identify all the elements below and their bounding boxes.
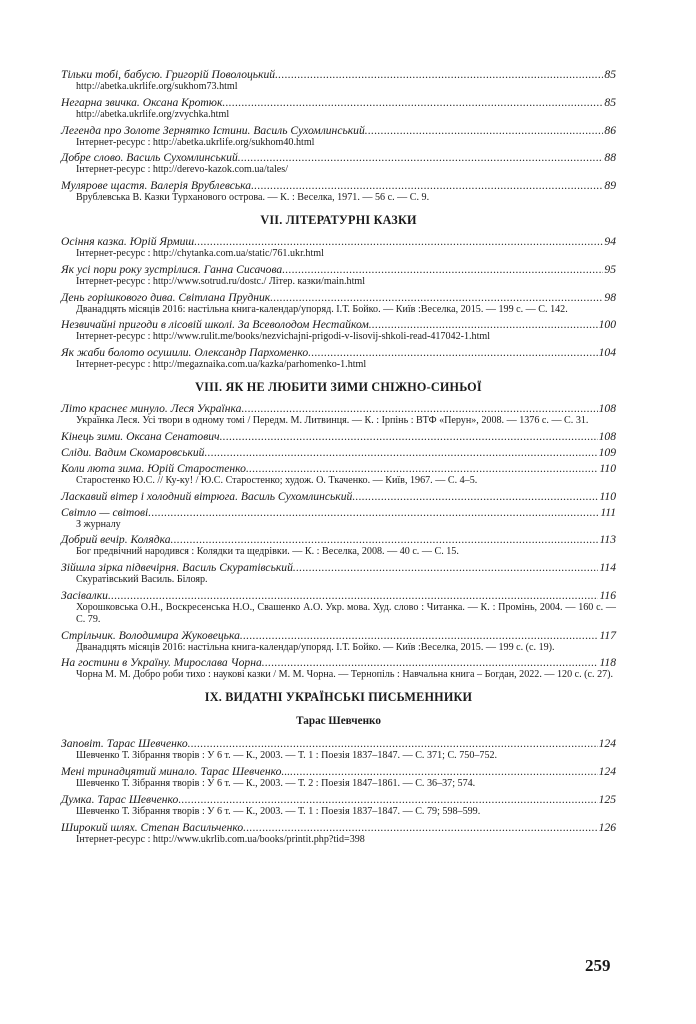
toc-entry xyxy=(61,68,616,93)
toc-line xyxy=(61,737,616,750)
toc-line xyxy=(61,462,616,475)
entry-title: Заповіт. Тарас Шевченко xyxy=(61,737,188,751)
entry-title: Мулярове щастя. Валерія Врублевська xyxy=(61,179,252,193)
dot-leader xyxy=(293,561,599,574)
toc-line xyxy=(61,793,616,806)
toc-line xyxy=(61,151,616,164)
entry-title: Зійшла зірка підвечірня. Василь Скуратівський xyxy=(61,561,293,575)
toc-entry xyxy=(61,765,616,790)
toc-line xyxy=(61,346,616,359)
toc-entry xyxy=(61,446,616,459)
entry-title: Сліди. Вадим Скомаровський xyxy=(61,445,205,459)
toc-line xyxy=(61,430,616,443)
entry-title: Засівалки xyxy=(61,588,108,602)
dot-leader xyxy=(240,629,599,642)
entry-source: Інтернет-ресурс : http://chytanka.com.ua/static/761.ukr.html xyxy=(76,247,324,259)
page-number: 259 xyxy=(585,956,611,975)
entry-page-number: 109 xyxy=(598,445,616,459)
entry-title: День горішкового дива. Світлана Прудник xyxy=(61,290,271,304)
section-heading: VІІІ. ЯК НЕ ЛЮБИТИ ЗИМИ СНІЖНО-СИНЬОЇ xyxy=(195,379,482,394)
entry-page-number: 118 xyxy=(599,656,616,670)
entry-page-number: 89 xyxy=(604,179,616,193)
entry-source: Шевченко Т. Зібрання творів : У 6 т. — К., 2003. — Т. 1 : Поезія 1837–1847. — С. 79; 598–599. xyxy=(76,805,481,817)
entry-page-number: 125 xyxy=(598,792,616,806)
toc-entry xyxy=(61,737,616,762)
entry-title: Стрільчик. Володимира Жуковецька xyxy=(61,628,240,642)
table-of-contents xyxy=(61,68,616,848)
dot-leader xyxy=(108,589,599,602)
entry-source: Старостенко Ю.С. // Ку-ку! / Ю.С. Старостенко; худож. О. Ткаченко. — Київ, 1967. — С. 4–5. xyxy=(76,474,478,486)
entry-source: Інтернет-ресурс : http://www.ukrlib.com.ua/books/printit.php?tid=398 xyxy=(76,833,365,845)
toc-entry xyxy=(61,821,616,846)
toc-line xyxy=(61,446,616,459)
entry-source: Інтернет-ресурс : http://www.sotrud.ru/dostc./ Літер. казки/main.html xyxy=(76,275,366,287)
entry-page-number: 85 xyxy=(604,68,616,81)
entry-source: Інтернет-ресурс : http://www.rulit.me/books/nezvichajni-prigodi-v-lisovij-shkoli-read-417042-1.html xyxy=(76,331,491,343)
entry-page-number: 98 xyxy=(604,290,616,304)
entry-title: Думка. Тарас Шевченко xyxy=(61,792,179,806)
entry-source: Хорошковська О.Н., Воскресенська Н.О., Свашенко А.О. Укр. мова. Худ. слово : Читанка. — К. : Промінь, 2004. — 160 с. — С. 79. xyxy=(76,601,616,625)
toc-entry xyxy=(61,629,616,654)
entry-page-number: 108 xyxy=(598,401,616,415)
author-subheading: Тарас Шевченко xyxy=(296,715,381,728)
dot-leader xyxy=(290,765,597,778)
entry-source: http://abetka.ukrlife.org/sukhom73.html xyxy=(76,81,238,92)
toc-entry xyxy=(61,561,616,586)
entry-title: Літо краснеє минуло. Леся Українка xyxy=(61,401,242,415)
toc-entry xyxy=(61,533,616,558)
entry-title: Легенда про Золоте Зернятко Істини. Василь Сухомлинський xyxy=(61,123,365,137)
entry-title: Коли люта зима. Юрій Старостенко xyxy=(61,461,246,475)
entry-page-number: 100 xyxy=(598,318,616,332)
toc-entry xyxy=(61,589,616,626)
dot-leader xyxy=(246,462,599,475)
dot-leader xyxy=(282,263,603,276)
toc-line xyxy=(61,490,616,503)
toc-entry xyxy=(61,235,616,260)
entry-page-number: 94 xyxy=(604,234,616,248)
entry-source: Інтернет-ресурс : http://abetka.ukrlife.org/sukhom40.html xyxy=(76,136,315,148)
dot-leader xyxy=(251,179,603,192)
toc-line xyxy=(61,124,616,137)
dot-leader xyxy=(308,346,597,359)
dot-leader xyxy=(238,151,604,164)
entry-title: Тільки тобі, бабусю. Григорій Поволоцький xyxy=(61,68,276,81)
entry-page-number: 126 xyxy=(598,820,616,834)
toc-entry xyxy=(61,291,616,316)
entry-source: Чорна М. М. Добро роби тихо : наукові казки / М. М. Чорна. — Тернопіль : Навчальна книга – Богдан, 2022. — 120 с. (с. 27). xyxy=(76,669,614,681)
toc-entry xyxy=(61,318,616,343)
toc-line xyxy=(61,821,616,834)
entry-title: Кінець зими. Оксана Сенатович xyxy=(61,429,220,443)
toc-line xyxy=(61,291,616,304)
entry-source: Інтернет-ресурс : http://derevo-kazok.com.ua/tales/ xyxy=(76,164,289,176)
entry-page-number: 104 xyxy=(598,346,616,360)
entry-source: Шевченко Т. Зібрання творів : У 6 т. — К., 2003. — Т. 1 : Поезія 1837–1847. — С. 371; С. 750–752. xyxy=(76,750,498,762)
entry-source: Інтернет-ресурс : http://megaznaika.com.ua/kazka/parhomenko-1.html xyxy=(76,359,367,371)
entry-title: Як жаби болото осушили. Олександр Пархоменко xyxy=(61,346,309,360)
toc-line xyxy=(61,589,616,602)
section-heading: ІХ. ВИДАТНІ УКРАЇНСЬКІ ПИСЬМЕННИКИ xyxy=(204,690,473,705)
entry-title: Ласкавий вітер і холодний вітрюга. Василь Сухомлинський xyxy=(61,489,353,503)
dot-leader xyxy=(220,430,598,443)
toc-line xyxy=(61,561,616,574)
dot-leader xyxy=(270,291,603,304)
section-heading: VІІ. ЛІТЕРАТУРНІ КАЗКИ xyxy=(260,212,417,227)
entry-title: Світло — світові xyxy=(61,505,149,519)
toc-entry xyxy=(61,96,616,121)
toc-entry xyxy=(61,263,616,288)
entry-page-number: 111 xyxy=(600,505,616,519)
dot-leader xyxy=(365,124,604,137)
entry-title: Осіння казка. Юрій Ярмиш xyxy=(61,234,195,248)
entry-title: Добре слово. Василь Сухомлинський xyxy=(61,151,238,165)
dot-leader xyxy=(275,68,603,81)
toc-line xyxy=(61,629,616,642)
toc-line xyxy=(61,506,616,519)
entry-page-number: 124 xyxy=(598,764,616,778)
entry-page-number: 116 xyxy=(599,588,616,602)
toc-entry xyxy=(61,402,616,427)
dot-leader xyxy=(369,318,598,331)
dot-leader xyxy=(204,446,597,459)
dot-leader xyxy=(194,235,603,248)
entry-source: З журналу xyxy=(76,518,121,530)
dot-leader xyxy=(262,656,599,669)
dot-leader xyxy=(171,533,599,546)
entry-page-number: 110 xyxy=(599,489,616,503)
entry-title: Широкий шлях. Степан Васильченко xyxy=(61,820,244,834)
entry-source: http://abetka.ukrlife.org/zvychka.html xyxy=(76,108,230,120)
toc-line xyxy=(61,263,616,276)
dot-leader xyxy=(243,821,597,834)
entry-source: Українка Леся. Усі твори в одному томі / Передм. М. Литвинця. — К. : Ірпінь : ВТФ «Перун», 2008. — 1376 с. — С. 31. xyxy=(76,414,589,426)
dot-leader xyxy=(178,793,597,806)
toc-line xyxy=(61,235,616,248)
entry-page-number: 114 xyxy=(599,561,616,575)
entry-page-number: 85 xyxy=(604,95,616,109)
entry-page-number: 108 xyxy=(598,429,616,443)
entry-page-number: 117 xyxy=(599,628,616,642)
toc-line xyxy=(61,402,616,415)
dot-leader xyxy=(148,506,599,519)
toc-line xyxy=(61,533,616,546)
toc-entry xyxy=(61,179,616,204)
toc-entry xyxy=(61,151,616,176)
entry-source: Врублевська В. Казки Турханового острова. — К. : Веселка, 1971. — 56 с. — С. 9. xyxy=(76,192,430,204)
entry-page-number: 124 xyxy=(598,737,616,751)
entry-title: Негарна звичка. Оксана Кротюк xyxy=(61,95,223,109)
entry-title: Як усі пори року зустрілися. Ганна Сисачова xyxy=(61,262,283,276)
toc-entry xyxy=(61,124,616,149)
toc-line xyxy=(61,68,616,81)
entry-page-number: 88 xyxy=(604,151,616,165)
entry-title: Незвичайні пригоди в лісовій школі. За Всеволодом Нестайком xyxy=(61,318,369,332)
toc-entry xyxy=(61,506,616,531)
toc-line xyxy=(61,656,616,669)
entry-source: Дванадцять місяців 2016: настільна книга-календар/упоряд. І.Т. Бойко. — Київ :Веселка, 2015. — 199 с. (с. 19). xyxy=(76,641,555,653)
toc-entry xyxy=(61,430,616,443)
dot-leader xyxy=(188,737,598,750)
toc-entry xyxy=(61,490,616,503)
toc-line xyxy=(61,179,616,192)
toc-entry xyxy=(61,793,616,818)
dot-leader xyxy=(222,96,603,109)
entry-page-number: 95 xyxy=(604,262,616,276)
dot-leader xyxy=(352,490,598,503)
entry-title: На гостини в Україну. Мирослава Чорна xyxy=(61,656,262,670)
entry-source: Скуратівський Василь. Білояр. xyxy=(76,574,208,586)
toc-entry xyxy=(61,346,616,371)
toc-line xyxy=(61,96,616,109)
entry-title: Мені тринадцятий минало. Тарас Шевченко... xyxy=(61,764,291,778)
entry-source: Шевченко Т. Зібрання творів : У 6 т. — К., 2003. — Т. 2 : Поезія 1847–1861. — С. 36–37; 574. xyxy=(76,777,476,789)
entry-title: Добрий вечір. Колядка xyxy=(61,533,171,547)
entry-page-number: 110 xyxy=(599,461,616,475)
toc-entry xyxy=(61,656,616,681)
entry-source: Бог предвічний народився : Колядки та щедрівки. — К. : Веселка, 2008. — 40 с. — С. 15. xyxy=(76,546,459,558)
toc-line xyxy=(61,318,616,331)
entry-page-number: 113 xyxy=(599,533,616,547)
toc-entry xyxy=(61,462,616,487)
dot-leader xyxy=(241,402,597,415)
toc-line xyxy=(61,765,616,778)
entry-source: Дванадцять місяців 2016: настільна книга-календар/упоряд. І.Т. Бойко. — Київ :Веселка, 2015. — 199 с. — С. 142. xyxy=(76,303,568,315)
entry-page-number: 86 xyxy=(604,123,616,137)
